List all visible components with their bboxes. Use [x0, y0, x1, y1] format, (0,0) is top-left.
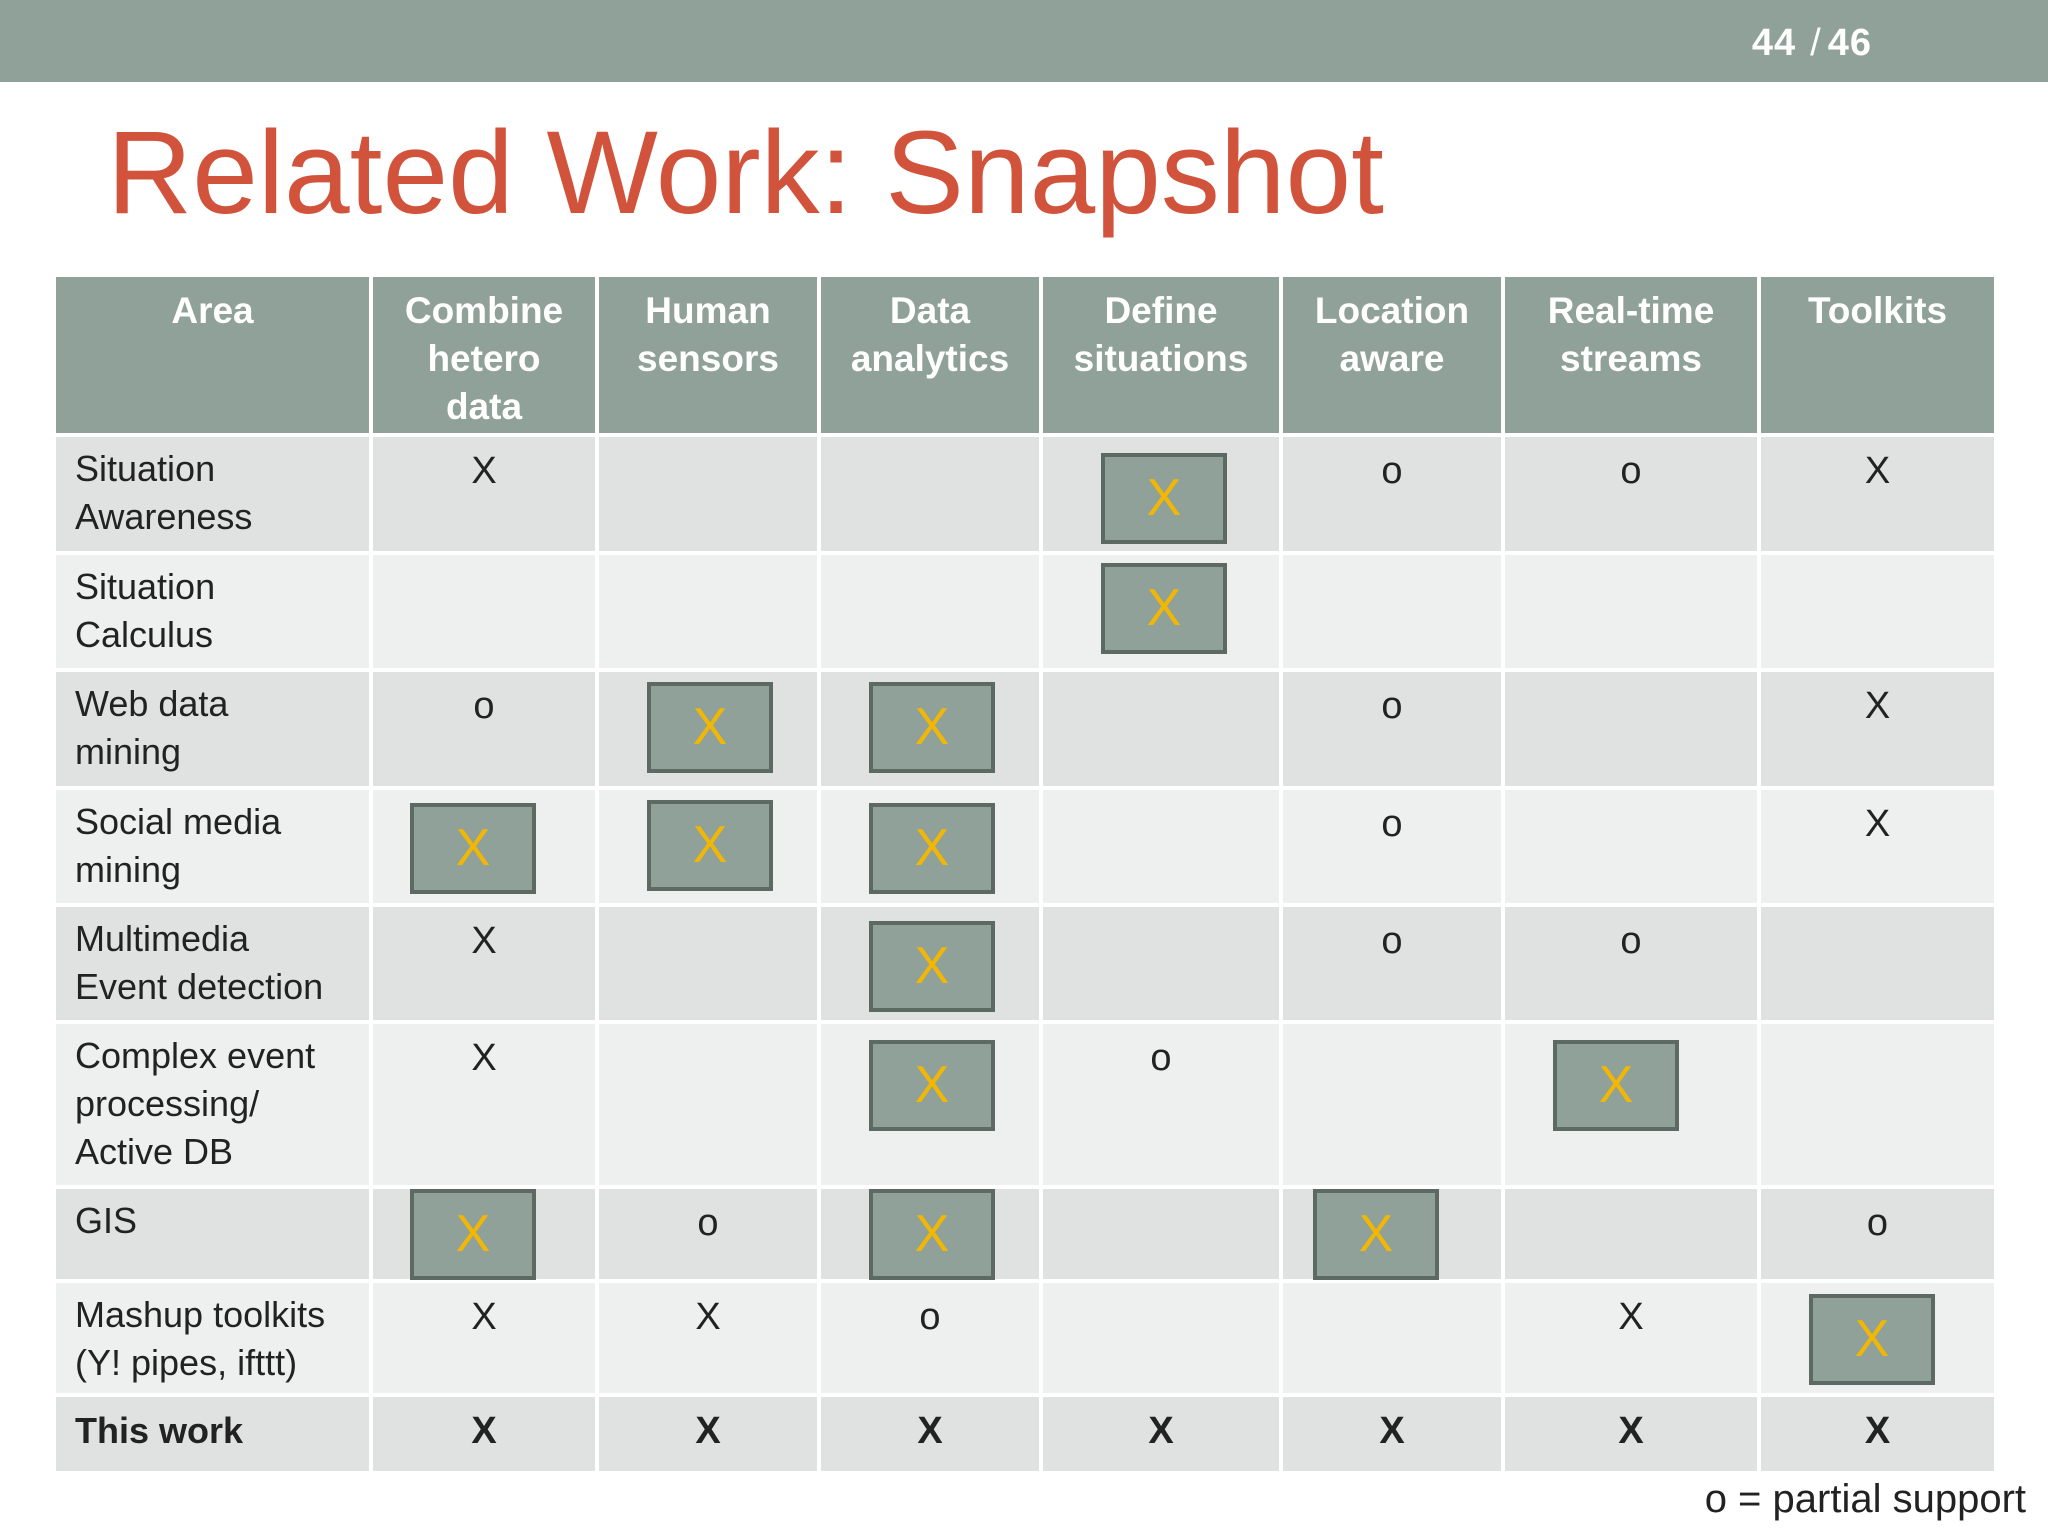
legend: o = partial support	[1704, 1477, 2026, 1521]
table-cell	[821, 907, 1039, 1020]
highlighted-mark-box: X	[410, 803, 536, 894]
table-row	[56, 555, 1994, 668]
highlighted-mark-box: X	[869, 1189, 995, 1280]
table-row	[56, 1024, 1994, 1185]
table-cell: o	[599, 1189, 817, 1279]
page-current: 44	[1751, 22, 1797, 64]
table-cell: X	[821, 1397, 1039, 1471]
table-cell	[1505, 672, 1757, 786]
table-cell	[373, 555, 595, 668]
table-cell	[373, 1189, 595, 1279]
table-cell	[599, 1024, 817, 1185]
column-header: Data analytics	[821, 277, 1039, 433]
highlighted-mark-box: X	[869, 1040, 995, 1131]
table-cell	[1043, 555, 1279, 668]
table-cell	[821, 1189, 1039, 1279]
table-cell: X	[1505, 1397, 1757, 1471]
column-header: Location aware	[1283, 277, 1501, 433]
table-cell: o	[821, 1283, 1039, 1393]
row-area-label: Complex event processing/ Active DB	[56, 1024, 369, 1185]
table-cell: o	[1283, 437, 1501, 551]
table-cell	[1505, 1189, 1757, 1279]
table-cell	[1283, 1024, 1501, 1185]
table-cell: o	[373, 672, 595, 786]
table-cell: X	[1505, 1283, 1757, 1393]
table-cell: o	[1043, 1024, 1279, 1185]
table-row	[56, 1283, 1994, 1393]
row-area-label: Web data mining	[56, 672, 369, 786]
highlighted-mark-box: X	[869, 921, 995, 1012]
table-cell	[1043, 907, 1279, 1020]
column-header: Area	[56, 277, 369, 433]
table-cell: X	[373, 1397, 595, 1471]
table-cell: X	[1043, 1397, 1279, 1471]
highlighted-mark-box: X	[410, 1189, 536, 1280]
table-cell: X	[599, 1283, 817, 1393]
table-row	[56, 1189, 1994, 1279]
column-header: Define situations	[1043, 277, 1279, 433]
column-header: Toolkits	[1761, 277, 1994, 433]
table-cell	[599, 907, 817, 1020]
table-row	[56, 1397, 1994, 1471]
table-cell	[1283, 1189, 1501, 1279]
table-header-row	[56, 277, 1994, 433]
table-cell: X	[373, 1024, 595, 1185]
highlighted-mark-box: X	[1101, 453, 1227, 544]
highlighted-mark-box: X	[1313, 1189, 1439, 1280]
row-area-label: Multimedia Event detection	[56, 907, 369, 1020]
table-cell	[373, 790, 595, 903]
table-cell	[1043, 672, 1279, 786]
table-cell: o	[1505, 907, 1757, 1020]
page-separator: /	[1810, 22, 1822, 64]
table-cell	[599, 672, 817, 786]
table-cell: o	[1761, 1189, 1994, 1279]
table-cell	[821, 672, 1039, 786]
table-row	[56, 437, 1994, 551]
table-row	[56, 672, 1994, 786]
highlighted-mark-box: X	[647, 800, 773, 891]
highlighted-mark-box: X	[1101, 563, 1227, 654]
table-cell	[599, 790, 817, 903]
table-cell	[821, 555, 1039, 668]
table-row	[56, 907, 1994, 1020]
table-cell	[599, 555, 817, 668]
comparison-table	[52, 273, 1998, 1475]
column-header: Real-time streams	[1505, 277, 1757, 433]
table-cell: X	[373, 907, 595, 1020]
highlighted-mark-box: X	[1809, 1294, 1935, 1385]
table-cell: o	[1283, 672, 1501, 786]
table-body	[56, 437, 1994, 1471]
table-cell: X	[373, 437, 595, 551]
table-cell	[1043, 1283, 1279, 1393]
table-cell	[821, 790, 1039, 903]
table-cell: X	[1283, 1397, 1501, 1471]
row-area-label: Situation Calculus	[56, 555, 369, 668]
table-cell: X	[1761, 437, 1994, 551]
highlighted-mark-box: X	[647, 682, 773, 773]
table-cell	[1761, 555, 1994, 668]
row-area-label: Situation Awareness	[56, 437, 369, 551]
table-cell	[821, 437, 1039, 551]
highlighted-mark-box: X	[1553, 1040, 1679, 1131]
table-cell: X	[1761, 672, 1994, 786]
table-cell	[1761, 1283, 1994, 1393]
table-cell: X	[373, 1283, 595, 1393]
page-total: 46	[1827, 22, 1872, 64]
table-cell	[1505, 790, 1757, 903]
table-cell	[599, 437, 817, 551]
row-area-label: Social media mining	[56, 790, 369, 903]
table-row	[56, 790, 1994, 903]
highlighted-mark-box: X	[869, 803, 995, 894]
table-cell	[821, 1024, 1039, 1185]
table-cell: X	[1761, 790, 1994, 903]
highlighted-mark-box: X	[869, 682, 995, 773]
table-cell: o	[1505, 437, 1757, 551]
table-cell	[1283, 555, 1501, 668]
table-cell: o	[1283, 790, 1501, 903]
table-cell	[1505, 555, 1757, 668]
slide-title: Related Work: Snapshot	[107, 107, 1384, 239]
row-area-label: GIS	[56, 1189, 369, 1279]
table-cell	[1761, 907, 1994, 1020]
table-cell: X	[599, 1397, 817, 1471]
column-header: Human sensors	[599, 277, 817, 433]
table-cell	[1283, 1283, 1501, 1393]
row-area-label: This work	[56, 1397, 369, 1471]
table-cell: o	[1283, 907, 1501, 1020]
top-bar	[0, 0, 2048, 82]
page-number	[1752, 22, 1872, 65]
table-cell	[1043, 437, 1279, 551]
table-cell	[1043, 1189, 1279, 1279]
table-cell: X	[1761, 1397, 1994, 1471]
table-cell	[1505, 1024, 1757, 1185]
row-area-label: Mashup toolkits (Y! pipes, ifttt)	[56, 1283, 369, 1393]
column-header: Combine hetero data	[373, 277, 595, 433]
table-cell	[1761, 1024, 1994, 1185]
table-cell	[1043, 790, 1279, 903]
